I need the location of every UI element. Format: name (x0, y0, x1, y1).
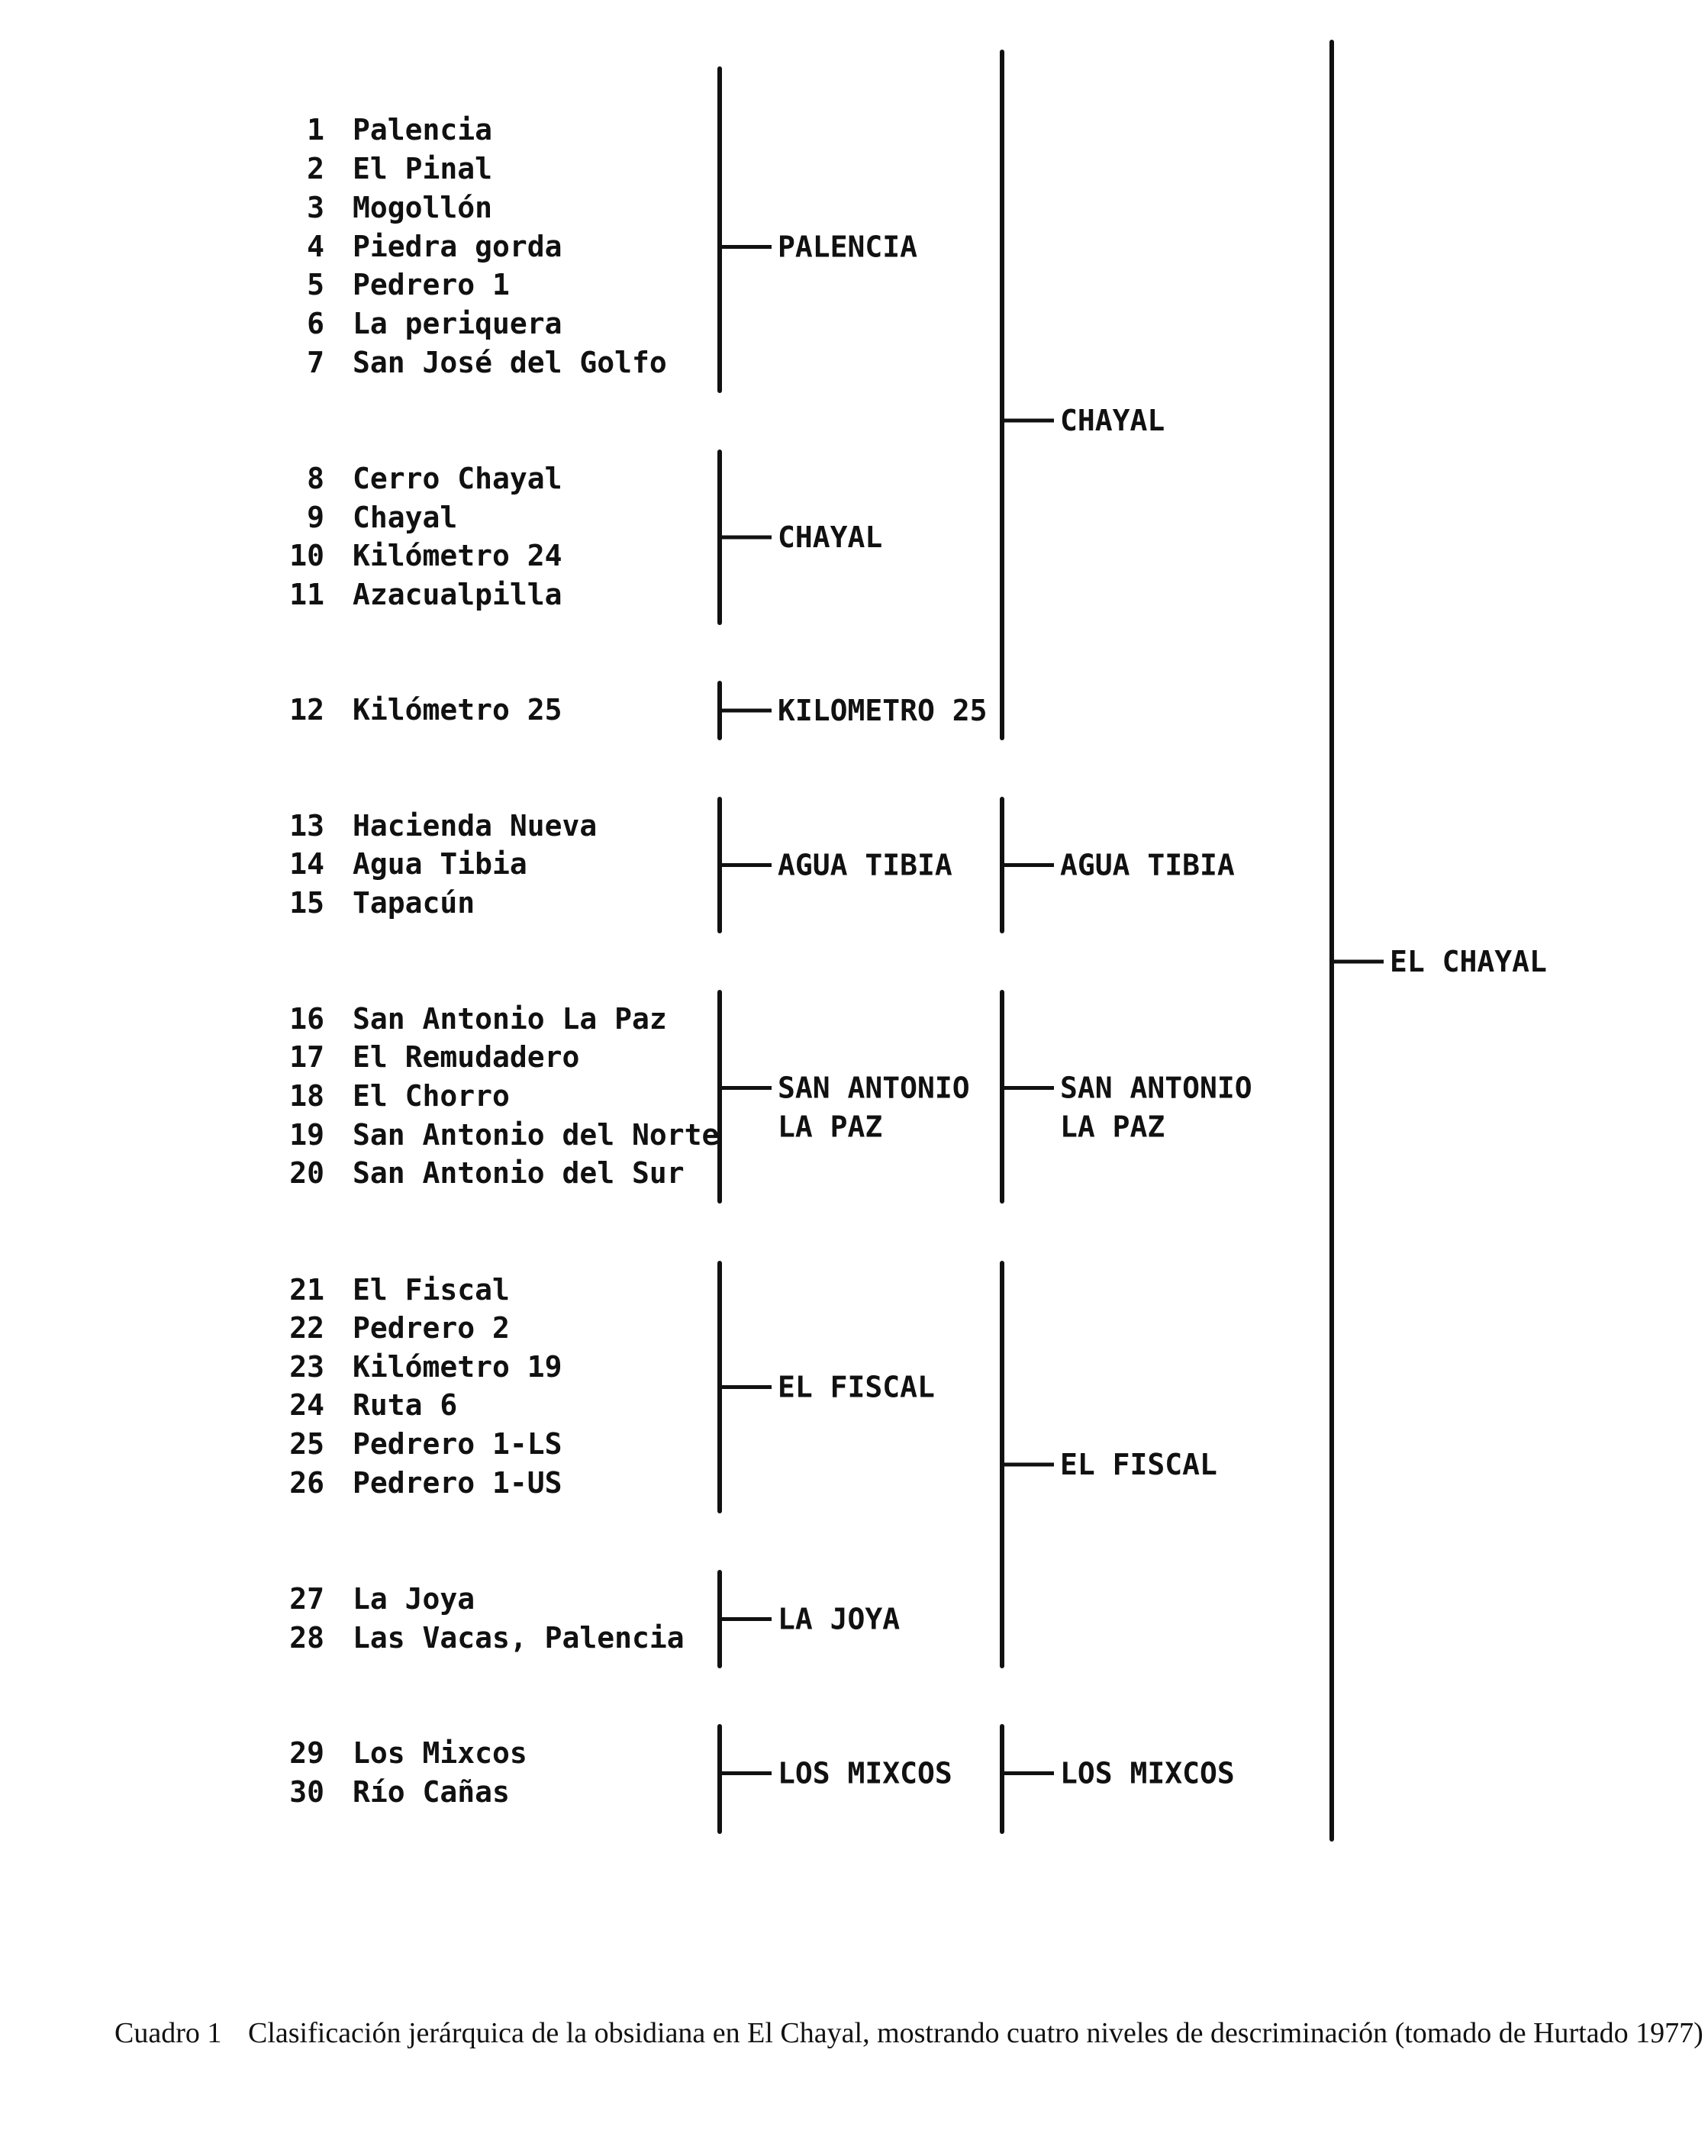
site-number: 8 (307, 462, 324, 495)
group-bracket-level-2 (1002, 1726, 1235, 1832)
site-name: Mogollón (353, 191, 493, 224)
site-number: 13 (289, 809, 324, 843)
site-name: Azacualpilla (353, 578, 562, 611)
group-bracket-level-2 (1002, 799, 1235, 931)
group-label: LOS MIXCOS (1060, 1756, 1235, 1790)
site-name: Hacienda Nueva (353, 809, 598, 843)
group-bracket-level-1 (720, 992, 970, 1201)
site-name: El Remudadero (353, 1040, 580, 1074)
site-name: Pedrero 2 (353, 1311, 510, 1345)
site-number: 17 (289, 1040, 324, 1074)
group-bracket-level-1 (720, 1572, 900, 1666)
site-number: 6 (307, 307, 324, 340)
site-number: 12 (289, 693, 324, 727)
site-number: 2 (307, 152, 324, 185)
group-brackets (720, 42, 1547, 1839)
site-number: 15 (289, 886, 324, 920)
site-number: 11 (289, 578, 324, 611)
site-name: San Antonio del Norte (353, 1118, 720, 1152)
group-label: AGUA TIBIA (778, 848, 952, 882)
site-number: 9 (307, 501, 324, 534)
group-label: SAN ANTONIO (778, 1071, 970, 1105)
site-name: Tapacún (353, 886, 475, 920)
site-name: San Antonio del Sur (353, 1156, 685, 1190)
site-name: La periquera (353, 307, 562, 340)
site-number: 28 (289, 1621, 324, 1655)
group-label: CHAYAL (1060, 404, 1165, 437)
group-bracket-level-3 (1332, 42, 1547, 1839)
site-name: Pedrero 1 (353, 268, 510, 301)
group-label: EL FISCAL (1060, 1448, 1217, 1481)
site-number: 21 (289, 1273, 324, 1307)
group-bracket-level-1 (720, 69, 917, 391)
site-number: 10 (289, 539, 324, 572)
site-name: San Antonio La Paz (353, 1002, 667, 1036)
site-name: Piedra gorda (353, 230, 562, 263)
group-label: LA PAZ (778, 1110, 883, 1144)
site-number: 20 (289, 1156, 324, 1190)
caption-text: Clasificación jerárquica de la obsidiana en El Chayal, mostrando cuatro niveles de descriminación (tomado de Hurtado 1977) (248, 2017, 1703, 2049)
group-label: PALENCIA (778, 230, 918, 264)
site-name: Kilómetro 19 (353, 1350, 562, 1384)
site-name: Kilómetro 25 (353, 693, 562, 727)
group-bracket-level-1 (720, 452, 882, 623)
site-number: 16 (289, 1002, 324, 1036)
site-name: Cerro Chayal (353, 462, 562, 495)
site-name: Agua Tibia (353, 847, 527, 881)
site-name: Ruta 6 (353, 1388, 458, 1422)
site-number: 23 (289, 1350, 324, 1384)
site-number: 22 (289, 1311, 324, 1345)
group-bracket-level-2 (1002, 1263, 1217, 1666)
site-number: 4 (307, 230, 324, 263)
site-name: Los Mixcos (353, 1736, 527, 1770)
site-number: 7 (307, 346, 324, 379)
group-bracket-level-2 (1002, 992, 1252, 1201)
site-name: Kilómetro 24 (353, 539, 562, 572)
site-name: Palencia (353, 113, 493, 147)
site-number: 30 (289, 1775, 324, 1809)
group-label: LA JOYA (778, 1602, 901, 1636)
site-number: 5 (307, 268, 324, 301)
group-label: AGUA TIBIA (1060, 848, 1235, 882)
group-label: KILOMETRO 25 (778, 694, 988, 727)
group-bracket-level-1 (720, 683, 988, 738)
group-label: LOS MIXCOS (778, 1756, 952, 1790)
site-name: La Joya (353, 1582, 475, 1616)
site-number: 14 (289, 847, 324, 881)
site-number: 26 (289, 1466, 324, 1500)
site-number: 18 (289, 1079, 324, 1113)
site-number: 19 (289, 1118, 324, 1152)
site-list (289, 113, 719, 1809)
site-name: El Fiscal (353, 1273, 510, 1307)
site-number: 25 (289, 1427, 324, 1461)
site-name: Río Cañas (353, 1775, 510, 1809)
site-number: 1 (307, 113, 324, 147)
group-label: EL FISCAL (778, 1370, 935, 1404)
site-number: 3 (307, 191, 324, 224)
group-label: SAN ANTONIO (1060, 1071, 1252, 1105)
site-name: Pedrero 1-US (353, 1466, 562, 1500)
group-label: CHAYAL (778, 520, 883, 554)
site-name: El Chorro (353, 1079, 510, 1113)
caption-label: Cuadro 1 (114, 2017, 222, 2049)
group-bracket-level-1 (720, 1726, 952, 1832)
site-number: 27 (289, 1582, 324, 1616)
site-name: San José del Golfo (353, 346, 667, 379)
site-number: 29 (289, 1736, 324, 1770)
group-bracket-level-2 (1002, 52, 1165, 738)
site-number: 24 (289, 1388, 324, 1422)
site-name: Las Vacas, Palencia (353, 1621, 685, 1655)
site-name: El Pinal (353, 152, 493, 185)
group-bracket-level-1 (720, 799, 952, 931)
group-label: LA PAZ (1060, 1110, 1165, 1144)
site-name: Pedrero 1-LS (353, 1427, 562, 1461)
group-bracket-level-1 (720, 1263, 935, 1511)
site-name: Chayal (353, 501, 458, 534)
group-label: EL CHAYAL (1390, 945, 1547, 978)
